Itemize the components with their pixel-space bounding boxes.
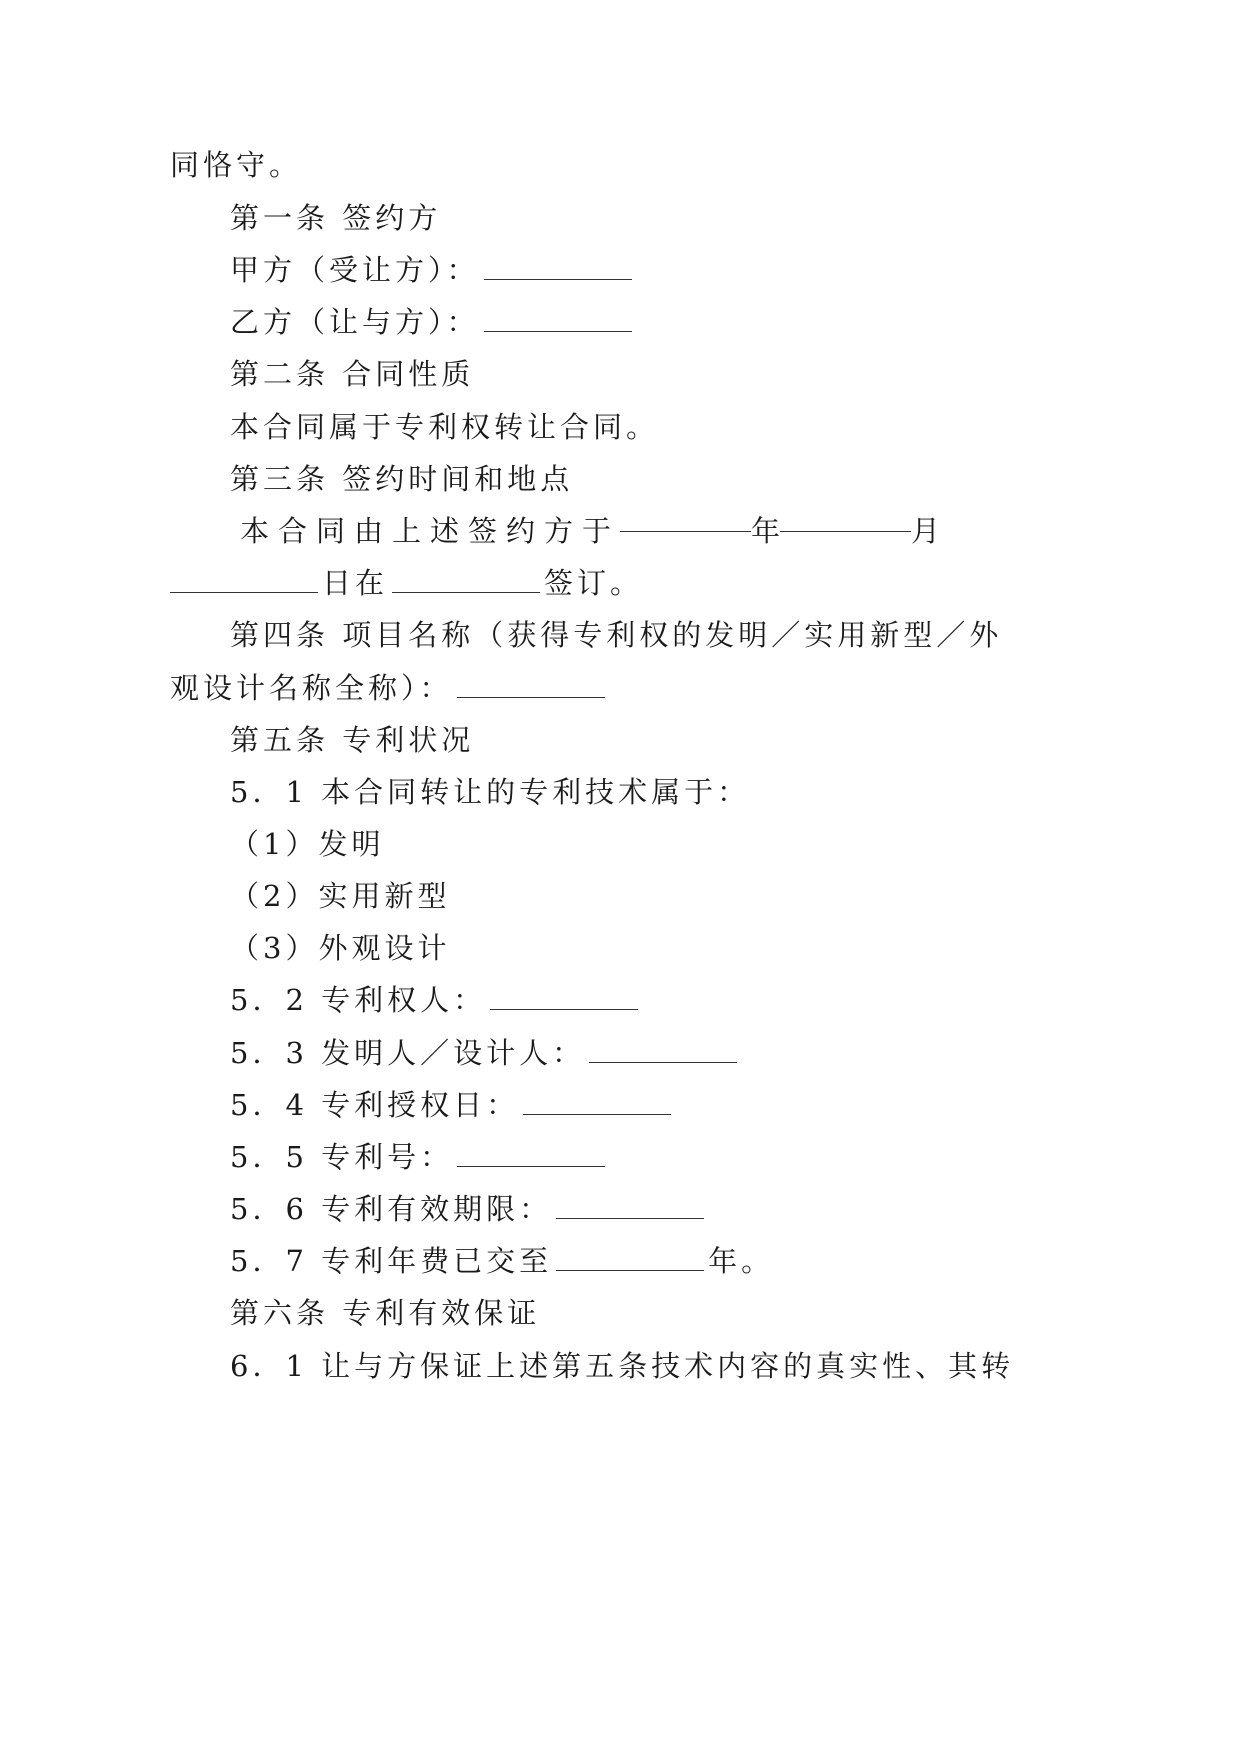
validity-blank [556, 1198, 704, 1219]
sign-place-line [170, 563, 643, 603]
text: 第五条 专利状况 [230, 723, 475, 757]
list-item [230, 876, 450, 916]
list-item [230, 824, 384, 864]
patent-number-line [230, 1137, 609, 1177]
text: 日在 [322, 566, 389, 600]
text-line [230, 772, 750, 812]
text: 第三条 签约时间和地点 [230, 462, 574, 496]
inventor-blank [589, 1042, 737, 1063]
text-line [230, 407, 659, 447]
validity-line [230, 1189, 708, 1229]
text: 第二条 合同性质 [230, 357, 475, 391]
patent-number-blank [457, 1146, 605, 1167]
project-name-blank [457, 677, 605, 698]
label: 观设计名称全称）： [170, 671, 453, 705]
text: 本合同由上述签约方于 [240, 514, 621, 548]
text: 年 [750, 514, 780, 548]
article-6-heading [230, 1293, 540, 1333]
label: 5．7 专利年费已交至 [230, 1244, 553, 1278]
list-item [230, 928, 450, 968]
year-blank [620, 511, 751, 532]
place-blank [392, 572, 540, 593]
text: 年。 [708, 1244, 775, 1278]
sign-date-line [240, 511, 940, 551]
text: 同恪守。 [170, 148, 303, 182]
text-line [230, 1346, 1014, 1386]
text: （2）实用新型 [230, 879, 451, 913]
label: 5．2 专利权人： [230, 983, 487, 1017]
day-blank [170, 572, 318, 593]
text: 5．1 本合同转让的专利技术属于： [230, 775, 751, 809]
label: 甲方（受让方）： [230, 253, 480, 287]
article-4-heading [230, 615, 1002, 655]
patentee-line [230, 980, 642, 1020]
party-b-blank [484, 311, 632, 332]
text: 6．1 让与方保证上述第五条技术内容的真实性、其转 [230, 1349, 1015, 1383]
text: 月 [910, 514, 940, 548]
annual-fee-blank [556, 1250, 704, 1271]
party-b-line [230, 302, 636, 342]
label: 乙方（让与方）： [230, 305, 480, 339]
text: 本合同属于专利权转让合同。 [230, 410, 660, 444]
text: 第一条 签约方 [230, 201, 442, 235]
project-name-line [170, 668, 609, 708]
text: 签订。 [544, 566, 644, 600]
article-5-heading [230, 720, 474, 760]
text: 第六条 专利有效保证 [230, 1296, 541, 1330]
label: 5．6 专利有效期限： [230, 1192, 553, 1226]
month-blank [780, 511, 911, 532]
party-a-blank [484, 259, 632, 280]
patentee-blank [490, 989, 638, 1010]
grant-date-line [230, 1085, 675, 1125]
label: 5．3 发明人／设计人： [230, 1036, 586, 1070]
article-2-heading [230, 354, 474, 394]
grant-date-blank [523, 1094, 671, 1115]
text-line [170, 145, 302, 185]
party-a-line [230, 250, 636, 290]
text: （1）发明 [230, 827, 385, 861]
text: 第四条 项目名称（获得专利权的发明／实用新型／外 [230, 618, 1003, 652]
annual-fee-line [230, 1241, 774, 1281]
inventor-line [230, 1033, 741, 1073]
label: 5．4 专利授权日： [230, 1088, 520, 1122]
article-1-heading [230, 198, 441, 238]
text: （3）外观设计 [230, 931, 451, 965]
label: 5．5 专利号： [230, 1140, 454, 1174]
article-3-heading [230, 459, 573, 499]
